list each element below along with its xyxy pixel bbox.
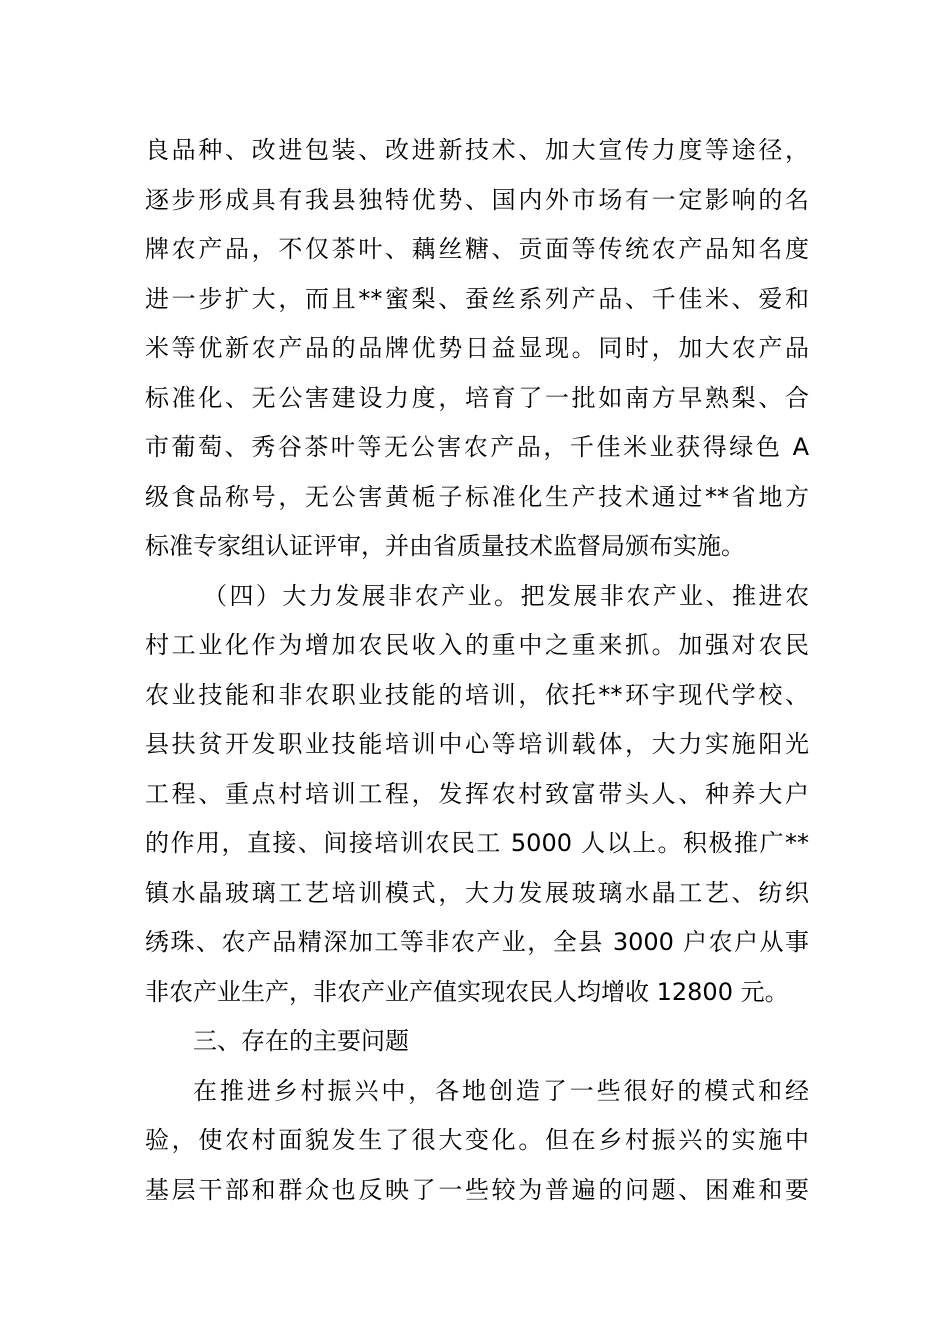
text-line: 市葡萄、秀谷茶叶等无公害农产品，千佳米业获得绿色 A: [145, 433, 809, 461]
text-line: 牌农产品，不仅茶叶、藕丝糖、贡面等传统农产品知名度: [145, 235, 809, 263]
text-line: 良品种、改进包装、改进新技术、加大宣传力度等途径，: [145, 136, 809, 164]
text-line: 级食品称号，无公害黄栀子标准化生产技术通过**省地方: [145, 482, 809, 511]
text-line: 镇水晶玻璃工艺培训模式，大力发展玻璃水晶工艺、纺织: [145, 878, 809, 907]
section-heading-3: 三、存在的主要问题: [193, 1027, 409, 1055]
text-line: 逐步形成具有我县独特优势、国内外市场有一定影响的名: [145, 185, 809, 214]
text-line: 县扶贫开发职业技能培训中心等培训载体，大力实施阳光: [145, 730, 809, 758]
text-line: 标准化、无公害建设力度，培育了一批如南方早熟梨、合: [145, 383, 809, 412]
text-line: 绣珠、农产品精深加工等非农产业，全县 3000 户农户从事: [145, 928, 809, 956]
text-line: 验，使农村面貌发生了很大变化。但在乡村振兴的实施中: [145, 1126, 809, 1154]
text-line: 非农产业生产，非农产业产值实现农民人均增收 12800 元。: [145, 977, 789, 1006]
text-line: 在推进乡村振兴中，各地创造了一些很好的模式和经: [193, 1076, 809, 1105]
section-heading-4: （四）大力发展非农产业。把发展非农产业、推进农: [203, 581, 809, 610]
document-body: [145, 126, 809, 1215]
text-line: 标准专家组认证评审，并由省质量技术监督局颁布实施。: [145, 532, 745, 560]
text-line: 基层干部和群众也反映了一些较为普遍的问题、困难和要: [145, 1175, 809, 1204]
text-line: 的作用，直接、间接培训农民工 5000 人以上。积极推广**: [145, 829, 809, 857]
text-line: 工程、重点村培训工程，发挥农村致富带头人、种养大户: [145, 779, 809, 808]
text-line: 进一步扩大，而且**蜜梨、蚕丝系列产品、千佳米、爱和: [145, 284, 809, 313]
text-line: 米等优新农产品的品牌优势日益显现。同时，加大农产品: [145, 334, 809, 362]
text-line: 农业技能和非农职业技能的培训，依托**环宇现代学校、: [145, 680, 809, 709]
text-line: 村工业化作为增加农民收入的重中之重来抓。加强对农民: [145, 631, 809, 659]
